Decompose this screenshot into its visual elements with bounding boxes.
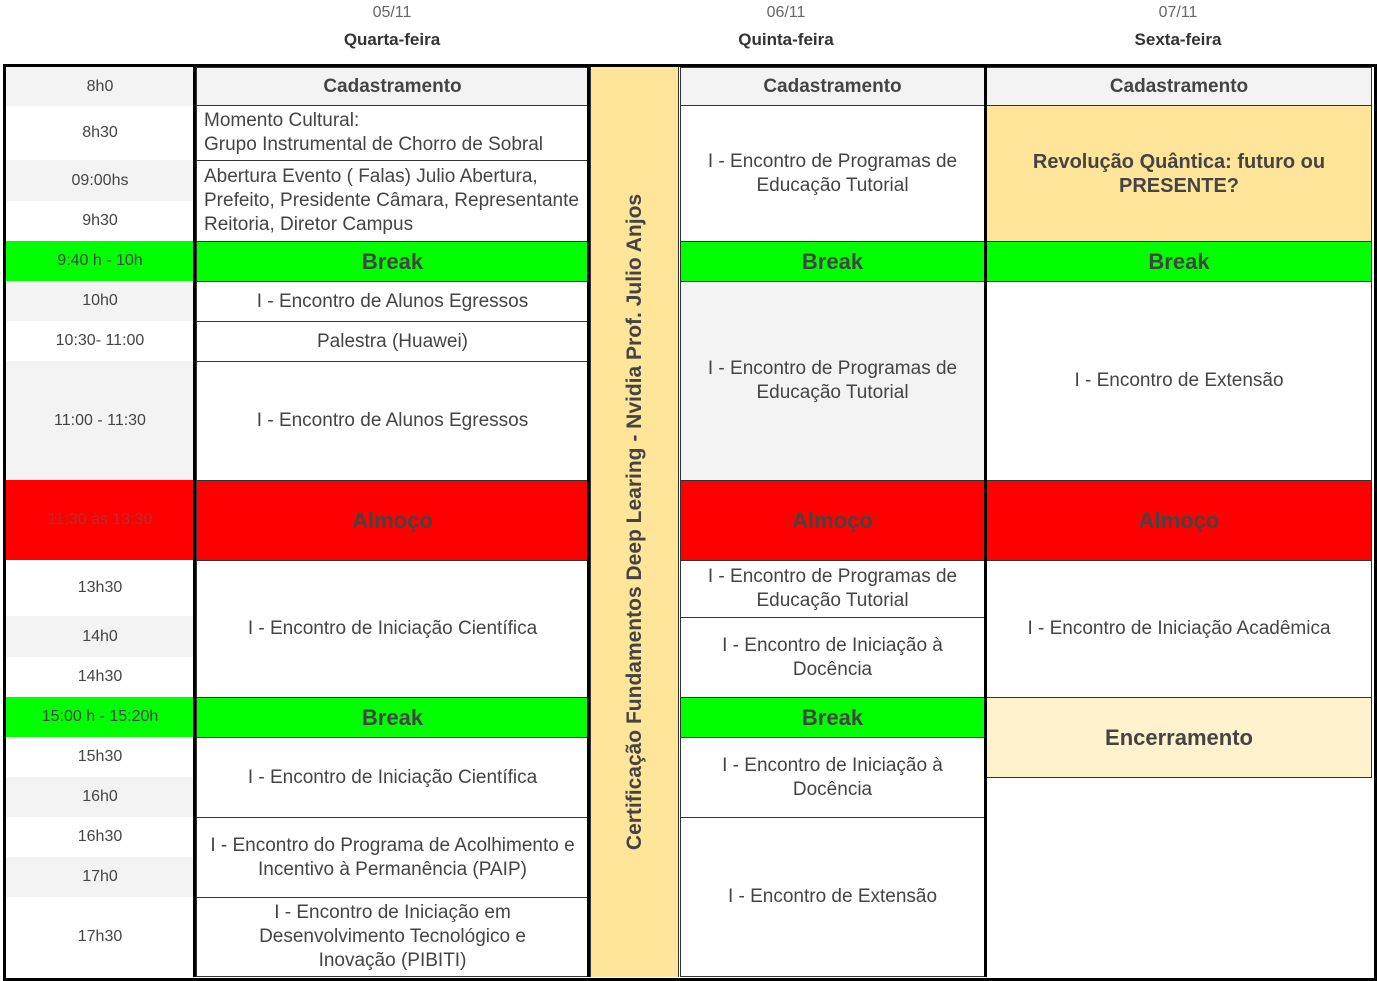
session-cell: I - Encontro de Programas de Educação Tutorial — [680, 105, 985, 242]
time-slot: 10:30- 11:00 — [6, 321, 194, 361]
registration-cell: Cadastramento — [680, 67, 985, 106]
time-slot: 17h0 — [6, 857, 194, 897]
closing-cell: Encerramento — [986, 697, 1372, 778]
quantum-talk-cell: Revolução Quântica: futuro ou PRESENTE? — [986, 105, 1372, 242]
divider — [587, 67, 590, 977]
time-slot: 8h0 — [6, 67, 194, 106]
time-slot: 10h0 — [6, 281, 194, 321]
day-weekday: Quinta-feira — [738, 30, 834, 49]
certification-banner — [590, 67, 679, 977]
day-header-wednesday — [242, 0, 542, 50]
time-slot: 16h0 — [6, 777, 194, 817]
session-cell: I - Encontro de Alunos Egressos — [196, 361, 589, 481]
session-cell: I - Encontro de Iniciação à Docência — [680, 617, 985, 698]
session-cell: I - Encontro de Iniciação em Desenvolvimento Tecnológico e Inovação (PIBITI) — [196, 897, 589, 977]
lunch-cell: Almoço — [196, 480, 589, 561]
lunch-cell: Almoço — [986, 480, 1372, 561]
time-slot: 09:00hs — [6, 160, 194, 201]
break-cell: Break — [680, 697, 985, 738]
time-slot: 15h30 — [6, 737, 194, 777]
time-slot: 14h30 — [6, 657, 194, 697]
time-slot-break: 9:40 h - 10h — [6, 241, 194, 281]
day-header-thursday — [636, 0, 936, 50]
session-cell: I - Encontro de Programas de Educação Tutorial — [680, 560, 985, 618]
session-cell: I - Encontro de Iniciação Científica — [196, 560, 589, 698]
time-slot-lunch: 11:30 às 13:30 — [6, 480, 194, 560]
session-cell: I - Encontro de Extensão — [680, 817, 985, 977]
time-slot: 16h30 — [6, 817, 194, 857]
day-date: 05/11 — [372, 4, 412, 21]
session-cell: I - Encontro de Iniciação à Docência — [680, 737, 985, 818]
time-slot: 11:00 - 11:30 — [6, 361, 194, 480]
session-cell: Palestra (Huawei) — [196, 321, 589, 362]
time-slot: 13h30 — [6, 560, 194, 616]
registration-cell: Cadastramento — [986, 67, 1372, 106]
break-cell: Break — [196, 697, 589, 738]
registration-cell: Cadastramento — [196, 67, 589, 106]
divider — [984, 67, 987, 977]
time-slot: 9h30 — [6, 201, 194, 241]
time-slot-break: 15:00 h - 15:20h — [6, 697, 194, 737]
certification-banner-text: Certificação Fundamentos Deep Learing - Nvidia Prof. Julio Anjos — [622, 193, 646, 851]
break-cell: Break — [680, 241, 985, 282]
lunch-cell: Almoço — [680, 480, 985, 561]
session-cell: I - Encontro de Iniciação Acadêmica — [986, 560, 1372, 698]
time-slot: 17h30 — [6, 897, 194, 977]
time-slot: 8h30 — [6, 106, 194, 160]
time-slot: 14h0 — [6, 616, 194, 657]
day-header-friday — [1028, 0, 1328, 50]
day-date: 06/11 — [766, 4, 806, 21]
session-cell: I - Encontro de Programas de Educação Tutorial — [680, 281, 985, 481]
session-cell: I - Encontro de Alunos Egressos — [196, 281, 589, 322]
day-weekday: Quarta-feira — [343, 30, 441, 49]
session-cell: I - Encontro de Iniciação Científica — [196, 737, 589, 818]
session-cell: I - Encontro de Extensão — [986, 281, 1372, 481]
break-cell: Break — [196, 241, 589, 282]
day-weekday: Sexta-feira — [1134, 30, 1222, 49]
day-date: 07/11 — [1158, 4, 1198, 21]
divider — [193, 67, 196, 977]
opening-cell: Abertura Evento ( Falas) Julio Abertura, Prefeito, Presidente Câmara, Representante Reitoria, Diretor Campus — [196, 160, 589, 242]
cultural-moment-cell — [196, 105, 589, 161]
cultural-moment-title: Momento Cultural: — [204, 110, 360, 131]
break-cell: Break — [986, 241, 1372, 282]
cultural-moment-group: Grupo Instrumental de Chorro de Sobral — [204, 134, 544, 155]
session-cell: I - Encontro do Programa de Acolhimento e Incentivo à Permanência (PAIP) — [196, 817, 589, 898]
empty-cell — [987, 778, 1371, 977]
